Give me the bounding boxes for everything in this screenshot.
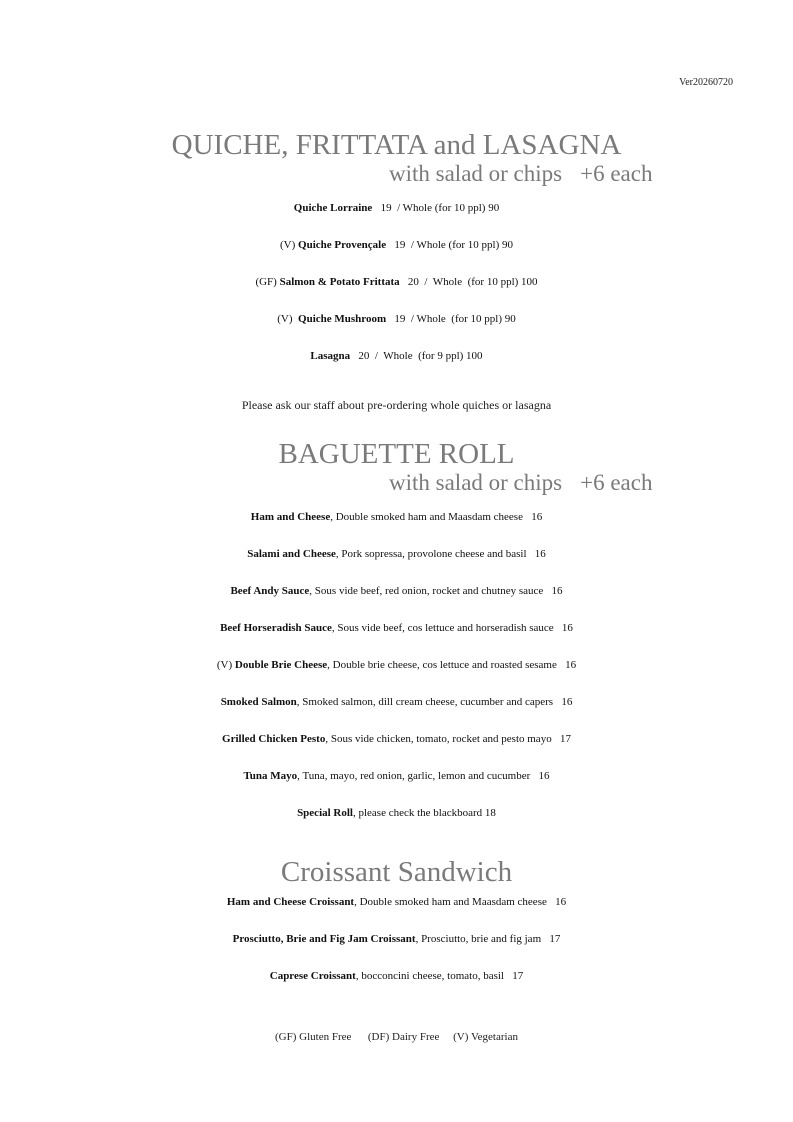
item-name: Beef Andy Sauce: [230, 585, 310, 597]
section-title-baguette: BAGUETTE ROLL: [278, 438, 515, 470]
item-name: Ham and Cheese: [250, 511, 331, 523]
legend-vegetarian: (V) Vegetarian: [453, 1031, 518, 1043]
item-name: Lasagna: [310, 350, 351, 362]
legend-gluten-free: (GF) Gluten Free: [275, 1031, 352, 1043]
item-name: Quiche Mushroom: [298, 313, 387, 325]
menu-item: Salami and Cheese, Pork sopressa, provolone cheese and basil 16: [247, 548, 546, 560]
section-subtitle-quiche: [389, 162, 652, 185]
item-name: Beef Horseradish Sauce: [220, 622, 332, 634]
menu-item: (V) Double Brie Cheese, Double brie cheese, cos lettuce and roasted sesame 16: [216, 659, 577, 671]
menu-item: Beef Horseradish Sauce, Sous vide beef, cos lettuce and horseradish sauce 16: [220, 622, 573, 634]
item-name: Special Roll: [297, 807, 353, 819]
version-label: Ver20260720: [679, 77, 733, 88]
item-name: Grilled Chicken Pesto: [222, 733, 326, 745]
item-name: Salami and Cheese: [247, 548, 336, 560]
menu-item: Special Roll, please check the blackboard 18: [297, 807, 496, 819]
item-name: Tuna Mayo: [243, 770, 298, 782]
subtitle-text: with salad or chips: [389, 470, 563, 495]
item-name: Prosciutto, Brie and Fig Jam Croissant: [232, 933, 416, 945]
item-name: Quiche Provençale: [298, 239, 387, 251]
item-name: Salmon & Potato Frittata: [279, 276, 400, 288]
menu-item: Ham and Cheese Croissant, Double smoked ham and Maasdam cheese 16: [226, 896, 567, 908]
section-subtitle-baguette: [389, 471, 652, 494]
menu-item: Beef Andy Sauce, Sous vide beef, red onion, rocket and chutney sauce 16: [230, 585, 563, 597]
item-name: Quiche Lorraine: [293, 202, 373, 214]
item-name: Smoked Salmon: [220, 696, 297, 708]
menu-item: Quiche Lorraine 19 / Whole (for 10 ppl) 90: [293, 202, 500, 214]
menu-item: Tuna Mayo, Tuna, mayo, red onion, garlic, lemon and cucumber 16: [243, 770, 550, 782]
menu-item: Prosciutto, Brie and Fig Jam Croissant, Prosciutto, brie and fig jam 17: [232, 933, 561, 945]
subtitle-extra: +6 each: [580, 470, 653, 495]
item-name: Caprese Croissant: [269, 970, 356, 982]
menu-item: Grilled Chicken Pesto, Sous vide chicken, tomato, rocket and pesto mayo 17: [222, 733, 571, 745]
subtitle-extra: +6 each: [580, 161, 653, 186]
dietary-legend: [0, 1031, 793, 1043]
item-name: Ham and Cheese Croissant: [226, 896, 355, 908]
legend-dairy-free: (DF) Dairy Free: [367, 1031, 440, 1043]
menu-item: (GF) Salmon & Potato Frittata 20 / Whole (for 10 ppl) 100: [255, 276, 538, 288]
menu-item: Lasagna 20 / Whole (for 9 ppl) 100: [310, 350, 483, 362]
menu-item: (V) Quiche Mushroom 19 / Whole (for 10 ppl) 90: [277, 313, 516, 325]
menu-item: Ham and Cheese, Double smoked ham and Maasdam cheese 16: [250, 511, 543, 523]
preorder-note: Please ask our staff about pre-ordering whole quiches or lasagna: [241, 398, 552, 412]
section-title-croissant: Croissant Sandwich: [280, 856, 513, 888]
menu-item: Smoked Salmon, Smoked salmon, dill cream cheese, cucumber and capers 16: [220, 696, 573, 708]
item-name: Double Brie Cheese: [234, 659, 328, 671]
menu-item: (V) Quiche Provençale 19 / Whole (for 10 ppl) 90: [279, 239, 513, 251]
section-title-quiche: QUICHE, FRITTATA and LASAGNA: [171, 129, 622, 161]
subtitle-text: with salad or chips: [389, 161, 563, 186]
menu-item: Caprese Croissant, bocconcini cheese, tomato, basil 17: [269, 970, 524, 982]
